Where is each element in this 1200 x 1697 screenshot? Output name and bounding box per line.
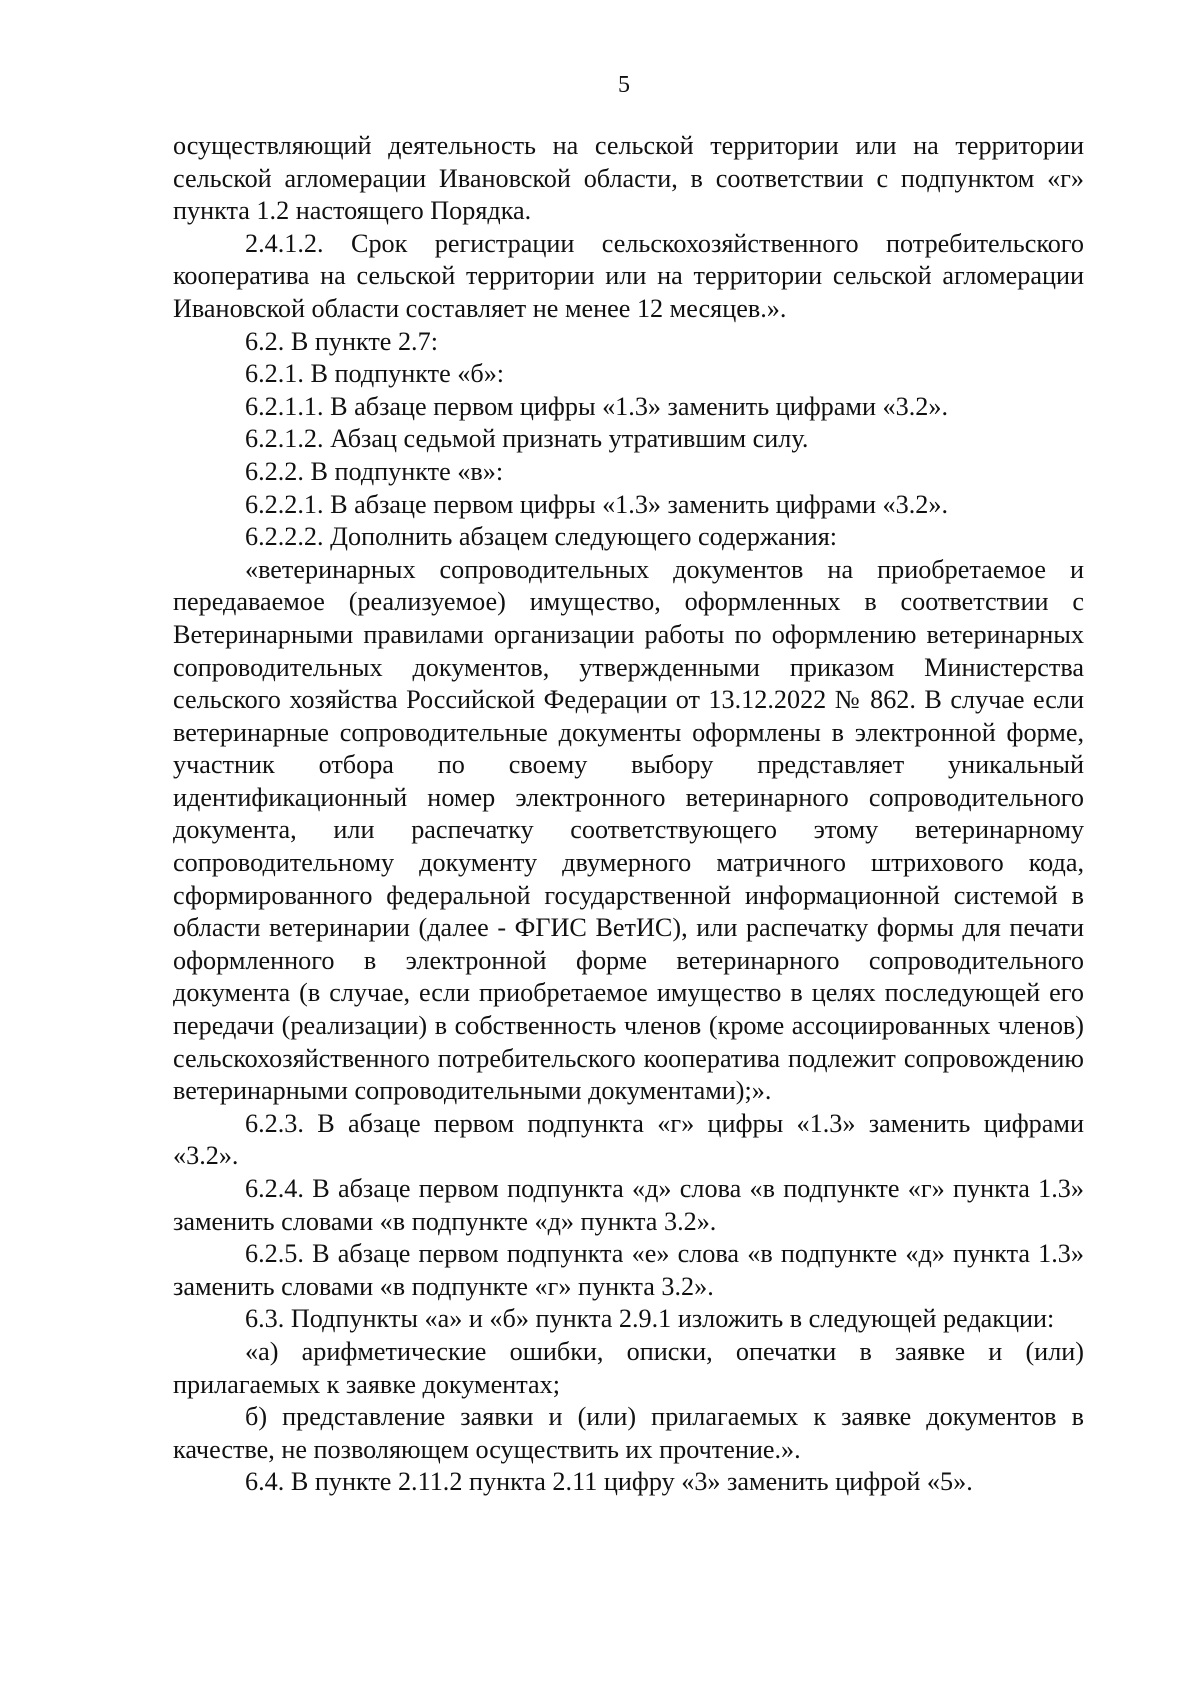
- paragraph-6-2-4: 6.2.4. В абзаце первом подпункта «д» слова «в подпункте «г» пункта 1.3» заменить словами «в подпункте «д» пункта 3.2».: [173, 1174, 1084, 1236]
- page-number: 5: [618, 72, 630, 98]
- paragraph-6-2: 6.2. В пункте 2.7:: [245, 326, 438, 356]
- paragraph-6-2-1-2: 6.2.1.2. Абзац седьмой признать утратившим силу.: [245, 424, 809, 454]
- paragraph-inserted-text: «ветеринарных сопроводительных документов на приобретаемое и передаваемое (реализуемое) имущество, оформленных в соответствии с Ветеринарными правилами организации работы по оформлению ветеринарных сопроводительных документов, утвержденными приказом Министерства сельского хозяйства Российской Федерации от 13.12.2022 № 862. В случае если ветеринарные сопроводительные документы оформлены в электронной форме, участник отбора по своему выбору представляет уникальный идентификационный номер электронного ветеринарного сопроводительного документа, или распечатку соответствующего этому ветеринарному сопроводительному документу двумерного матричного штрихового кода, сформированного федеральной государственной информационной системой в области ветеринарии (далее - ФГИС ВетИС), или распечатку формы для печати оформленного в электронной форме ветеринарного сопроводительного документа (в случае, если приобретаемое имущество в целях последующей его передачи (реализации) в собственность членов (кроме ассоциированных членов) сельскохозяйственного потребительского кооператива подлежит сопровождению ветеринарными сопроводительными документами);».: [173, 554, 1084, 1106]
- paragraph-6-2-2-1: 6.2.2.1. В абзаце первом цифры «1.3» заменить цифрами «3.2».: [245, 489, 948, 519]
- paragraph-6-2-2-2: 6.2.2.2. Дополнить абзацем следующего содержания:: [245, 522, 838, 552]
- paragraph-6-3: 6.3. Подпункты «а» и «б» пункта 2.9.1 изложить в следующей редакции:: [245, 1304, 1055, 1334]
- paragraph-6-2-2: 6.2.2. В подпункте «в»:: [245, 456, 504, 486]
- paragraph-6-2-3: 6.2.3. В абзаце первом подпункта «г» цифры «1.3» заменить цифрами «3.2».: [173, 1108, 1084, 1171]
- paragraph-6-2-1-1: 6.2.1.1. В абзаце первом цифры «1.3» заменить цифрами «3.2».: [245, 391, 948, 421]
- paragraph-6-3-a: «а) арифметические ошибки, описки, опечатки в заявке и (или) прилагаемых к заявке документах;: [173, 1336, 1084, 1399]
- document-body: [173, 130, 1084, 1499]
- paragraph-6-2-5: 6.2.5. В абзаце первом подпункта «е» слова «в подпункте «д» пункта 1.3» заменить словами «в подпункте «г» пункта 3.2».: [173, 1239, 1084, 1301]
- paragraph-continuation: осуществляющий деятельность на сельской территории или на территории сельской агломерации Ивановской области, в соответствии с подпунктом «г» пункта 1.2 настоящего Порядка.: [173, 131, 1084, 226]
- paragraph-6-4: 6.4. В пункте 2.11.2 пункта 2.11 цифру «3» заменить цифрой «5».: [245, 1467, 973, 1497]
- paragraph-6-3-b: б) представление заявки и (или) прилагаемых к заявке документов в качестве, не позволяющем осуществить их прочтение.».: [173, 1402, 1084, 1464]
- paragraph-2-4-1-2: 2.4.1.2. Срок регистрации сельскохозяйственного потребительского кооператива на сельской территории или на территории сельской агломерации Ивановской области составляет не менее 12 месяцев.».: [173, 228, 1084, 323]
- paragraph-6-2-1: 6.2.1. В подпункте «б»:: [245, 359, 505, 389]
